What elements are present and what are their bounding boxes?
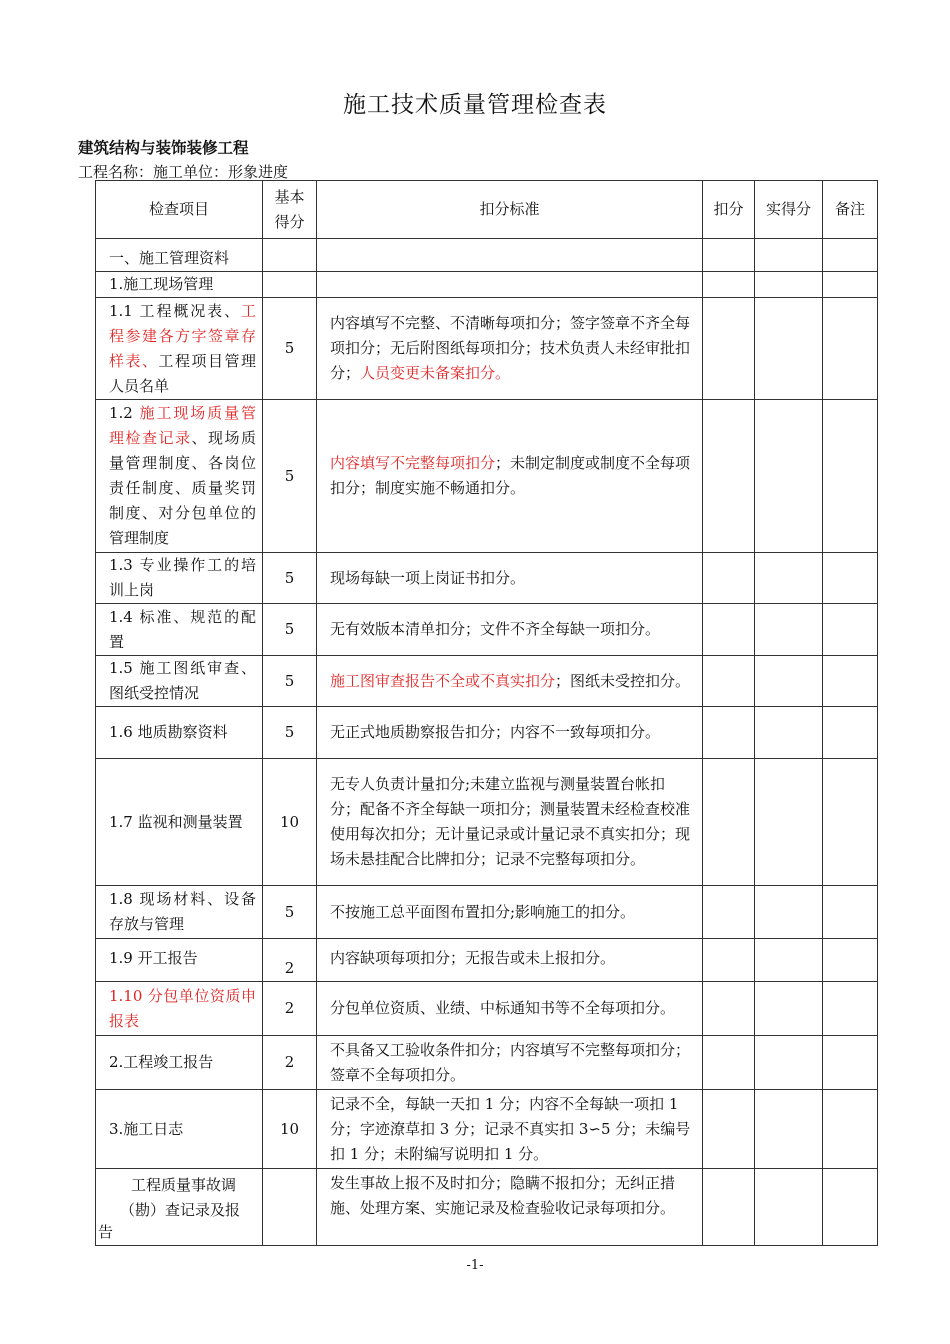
header-remark: 备注	[823, 181, 878, 239]
base-score: 5	[263, 553, 317, 604]
deduction-standard: 内容缺项每项扣分；无报告或未上报扣分。	[317, 939, 703, 982]
item-text: 、现场质量管理制度、各岗位责任制度、质量奖罚制度、对分包单位的管理制度	[109, 429, 256, 547]
row-item: 1.8 现场材料、设备存放与管理	[96, 886, 263, 939]
base-score: 2	[263, 1036, 317, 1090]
header-item: 检查项目	[96, 181, 263, 239]
table-row	[96, 298, 878, 400]
standard-text: 内容填写不完整、不清晰每项扣分；签字签章不齐全每项扣分；无后附图纸每项扣分；技术负责人未经审批扣分；	[330, 314, 691, 382]
base-score: 5	[263, 656, 317, 707]
deduction-standard: 不具备又工验收条件扣分；内容填写不完整每项扣分；签章不全每项扣分。	[317, 1036, 703, 1090]
row-item	[96, 1169, 263, 1246]
deduction-standard: 现场每缺一项上岗证书扣分。	[317, 553, 703, 604]
deduction-standard: 不按施工总平面图布置扣分;影响施工的扣分。	[317, 886, 703, 939]
table-header-row	[96, 181, 878, 239]
deduction-standard: 记录不全，每缺一天扣 1 分；内容不全每缺一项扣 1 分；字迹潦草扣 3 分；记录不真实扣 3∽5 分；未编号扣 1 分；未附编写说明扣 1 分。	[317, 1090, 703, 1169]
page-number: -1-	[466, 1258, 484, 1273]
table-row	[96, 1169, 878, 1246]
standard-text-highlight: 人员变更未备案扣分。	[360, 364, 511, 382]
base-score: 5	[263, 604, 317, 656]
standard-text-highlight: 施工图审查报告不全或不真实扣分	[330, 671, 556, 690]
row-item: 1.施工现场管理	[96, 272, 263, 298]
deduction-standard: 无正式地质勘察报告扣分；内容不一致每项扣分。	[317, 707, 703, 759]
table-row	[96, 707, 878, 759]
document-subtitle: 建筑结构与装饰装修工程	[78, 139, 249, 157]
header-base-score: 基本 得分	[263, 181, 317, 239]
section-heading: 一、施工管理资料	[96, 239, 263, 272]
table-row	[96, 982, 878, 1036]
standard-text-highlight: 内容填写不完整每项扣分	[330, 454, 496, 472]
document-title: 施工技术质量管理检查表	[343, 92, 607, 118]
base-score: 2	[263, 939, 317, 982]
item-text: 工程项目管理人员名单	[109, 351, 256, 395]
inspection-table	[95, 180, 878, 1246]
item-text-highlight: 施工现场质量管理检查记录	[109, 404, 256, 447]
project-info-line: 工程名称：施工单位：形象进度	[78, 163, 289, 181]
row-item: 1.6 地质勘察资料	[96, 707, 263, 759]
deduction-standard	[317, 298, 703, 400]
row-item: 1.10 分包单位资质申报表	[96, 982, 263, 1036]
deduction-standard: 无有效版本清单扣分；文件不齐全每缺一项扣分。	[317, 604, 703, 656]
header-standard: 扣分标准	[317, 181, 703, 239]
deduction-standard	[317, 656, 703, 707]
base-score: 2	[263, 982, 317, 1036]
base-score: 5	[263, 400, 317, 553]
standard-text: ；图纸未受控扣分。	[555, 671, 691, 690]
header-deduct: 扣分	[703, 181, 755, 239]
item-text-highlight: 工程参建各方字签章存样表、	[109, 301, 256, 370]
header-actual: 实得分	[755, 181, 823, 239]
deduction-standard	[317, 400, 703, 553]
row-item: 1.5 施工图纸审查、图纸受控情况	[96, 656, 263, 707]
standard-text: ；未制定制度或制度不全每项扣分；制度实施不畅通扣分。	[330, 454, 691, 497]
item-text: 1.1 工程概况表、	[109, 301, 241, 320]
table-row	[96, 400, 878, 553]
item-line: （勘）查记录及报	[120, 1201, 241, 1219]
table-row	[96, 939, 878, 982]
item-line: 工程质量事故调	[131, 1176, 237, 1194]
deduction-standard: 发生事故上报不及时扣分；隐瞒不报扣分；无纠正措施、处理方案、实施记录及检查验收记录每项扣分。	[317, 1169, 703, 1246]
table-row	[96, 604, 878, 656]
row-item	[96, 298, 263, 400]
base-score: 5	[263, 886, 317, 939]
base-score: 10	[263, 1090, 317, 1169]
row-item: 1.7 监视和测量装置	[96, 759, 263, 886]
table-row	[96, 239, 878, 272]
table-row	[96, 1090, 878, 1169]
row-item: 2.工程竣工报告	[96, 1036, 263, 1090]
deduction-standard: 分包单位资质、业绩、中标通知书等不全每项扣分。	[317, 982, 703, 1036]
base-score: 5	[263, 707, 317, 759]
table-row	[96, 886, 878, 939]
row-item: 1.9 开工报告	[96, 939, 263, 982]
table-row	[96, 1036, 878, 1090]
base-score: 10	[263, 759, 317, 886]
table-row	[96, 272, 878, 298]
table-row	[96, 553, 878, 604]
row-item: 1.4 标准、规范的配置	[96, 604, 263, 656]
table-row	[96, 656, 878, 707]
item-text: 1.2	[109, 404, 140, 422]
table-row	[96, 759, 878, 886]
row-item: 1.3 专业操作工的培训上岗	[96, 553, 263, 604]
row-item: 3.施工日志	[96, 1090, 263, 1169]
deduction-standard: 无专人负责计量扣分;未建立监视与测量装置台帐扣分；配备不齐全每缺一项扣分；测量装置未经检查校准使用每次扣分；无计量记录或计量记录不真实扣分；现场未悬挂配合比牌扣分；记录不完整每项扣分。	[317, 759, 703, 886]
item-line: 告	[98, 1223, 114, 1241]
row-item	[96, 400, 263, 553]
base-score: 5	[263, 298, 317, 400]
